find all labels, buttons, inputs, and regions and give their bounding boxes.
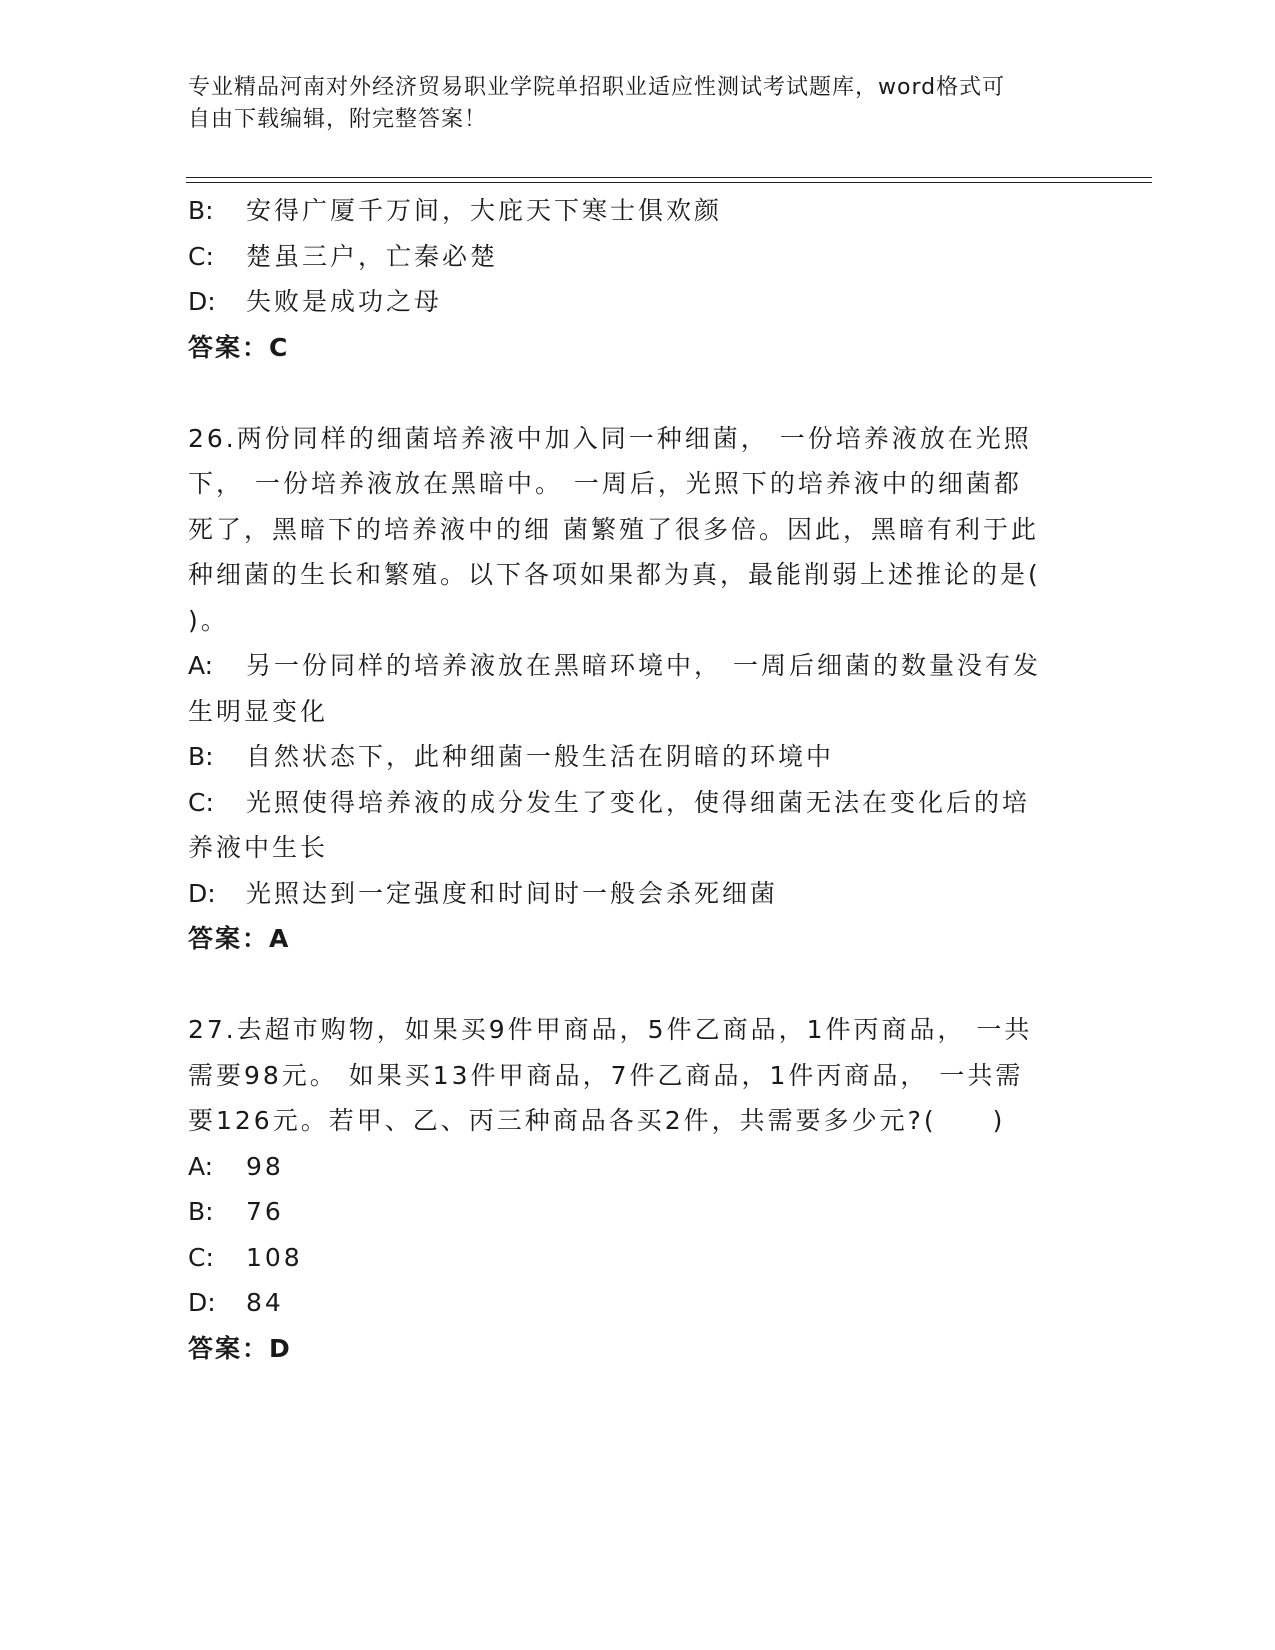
option-a-continuation: 生明显变化 xyxy=(188,696,329,726)
header-divider-bottom xyxy=(186,182,1152,183)
spacer xyxy=(188,962,1088,1008)
question-stem-line: 死了，黑暗下的培养液中的细 菌繁殖了很多倍。因此，黑暗有利于此 xyxy=(188,514,1039,544)
document-body xyxy=(188,188,1088,1371)
option-b: B: 76 xyxy=(188,1197,284,1226)
question-25 xyxy=(188,188,1088,370)
header-divider-top xyxy=(186,177,1152,178)
question-27 xyxy=(188,1007,1088,1371)
question-stem-line: 需要98元。 如果买13件甲商品，7件乙商品，1件丙商品， 一共需 xyxy=(188,1060,1024,1090)
option-a: A: 98 xyxy=(188,1151,284,1181)
spacer xyxy=(188,370,1088,416)
option-a: A: 另一份同样的培养液放在黑暗环境中， 一周后细菌的数量没有发 xyxy=(188,651,1041,680)
question-stem-line: )。 xyxy=(188,605,229,635)
answer: 答案：A xyxy=(188,924,291,953)
question-26 xyxy=(188,416,1088,962)
option-c-continuation: 养液中生长 xyxy=(188,833,329,862)
option-c: C: 楚虽三户，亡秦必楚 xyxy=(188,241,499,271)
answer: 答案：D xyxy=(188,1333,292,1363)
header-line-2: 自由下载编辑，附完整答案！ xyxy=(188,107,488,132)
option-c: C: 光照使得培养液的成分发生了变化，使得细菌无法在变化后的培 xyxy=(188,787,1031,817)
answer: 答案：C xyxy=(188,332,290,362)
option-c: C: 108 xyxy=(188,1242,303,1272)
question-stem-line: 种细菌的生长和繁殖。以下各项如果都为真，最能削弱上述推论的是( xyxy=(188,560,1041,589)
option-b: B: 自然状态下，此种细菌一般生活在阴暗的环境中 xyxy=(188,742,835,771)
option-d: D: 光照达到一定强度和时间时一般会杀死细菌 xyxy=(188,878,779,908)
question-stem-line: 26.两份同样的细菌培养液中加入同一种细菌， 一份培养液放在光照 xyxy=(188,423,1032,453)
question-stem-line: 下， 一份培养液放在黑暗中。 一周后，光照下的培养液中的细菌都 xyxy=(188,469,1022,498)
question-stem-line: 27.去超市购物，如果买9件甲商品，5件乙商品，1件丙商品， 一共 xyxy=(188,1015,1033,1044)
option-d: D: 失败是成功之母 xyxy=(188,287,443,316)
question-stem-line: 要126元。若甲、乙、丙三种商品各买2件，共需要多少元?( ) xyxy=(188,1106,1006,1135)
document-header xyxy=(188,72,1088,136)
option-d: D: 84 xyxy=(188,1288,284,1317)
option-b: B: 安得广厦千万间，大庇天下寒士俱欢颜 xyxy=(188,196,723,225)
header-line-1: 专业精品河南对外经济贸易职业学院单招职业适应性测试考试题库，word格式可 xyxy=(188,75,1006,100)
